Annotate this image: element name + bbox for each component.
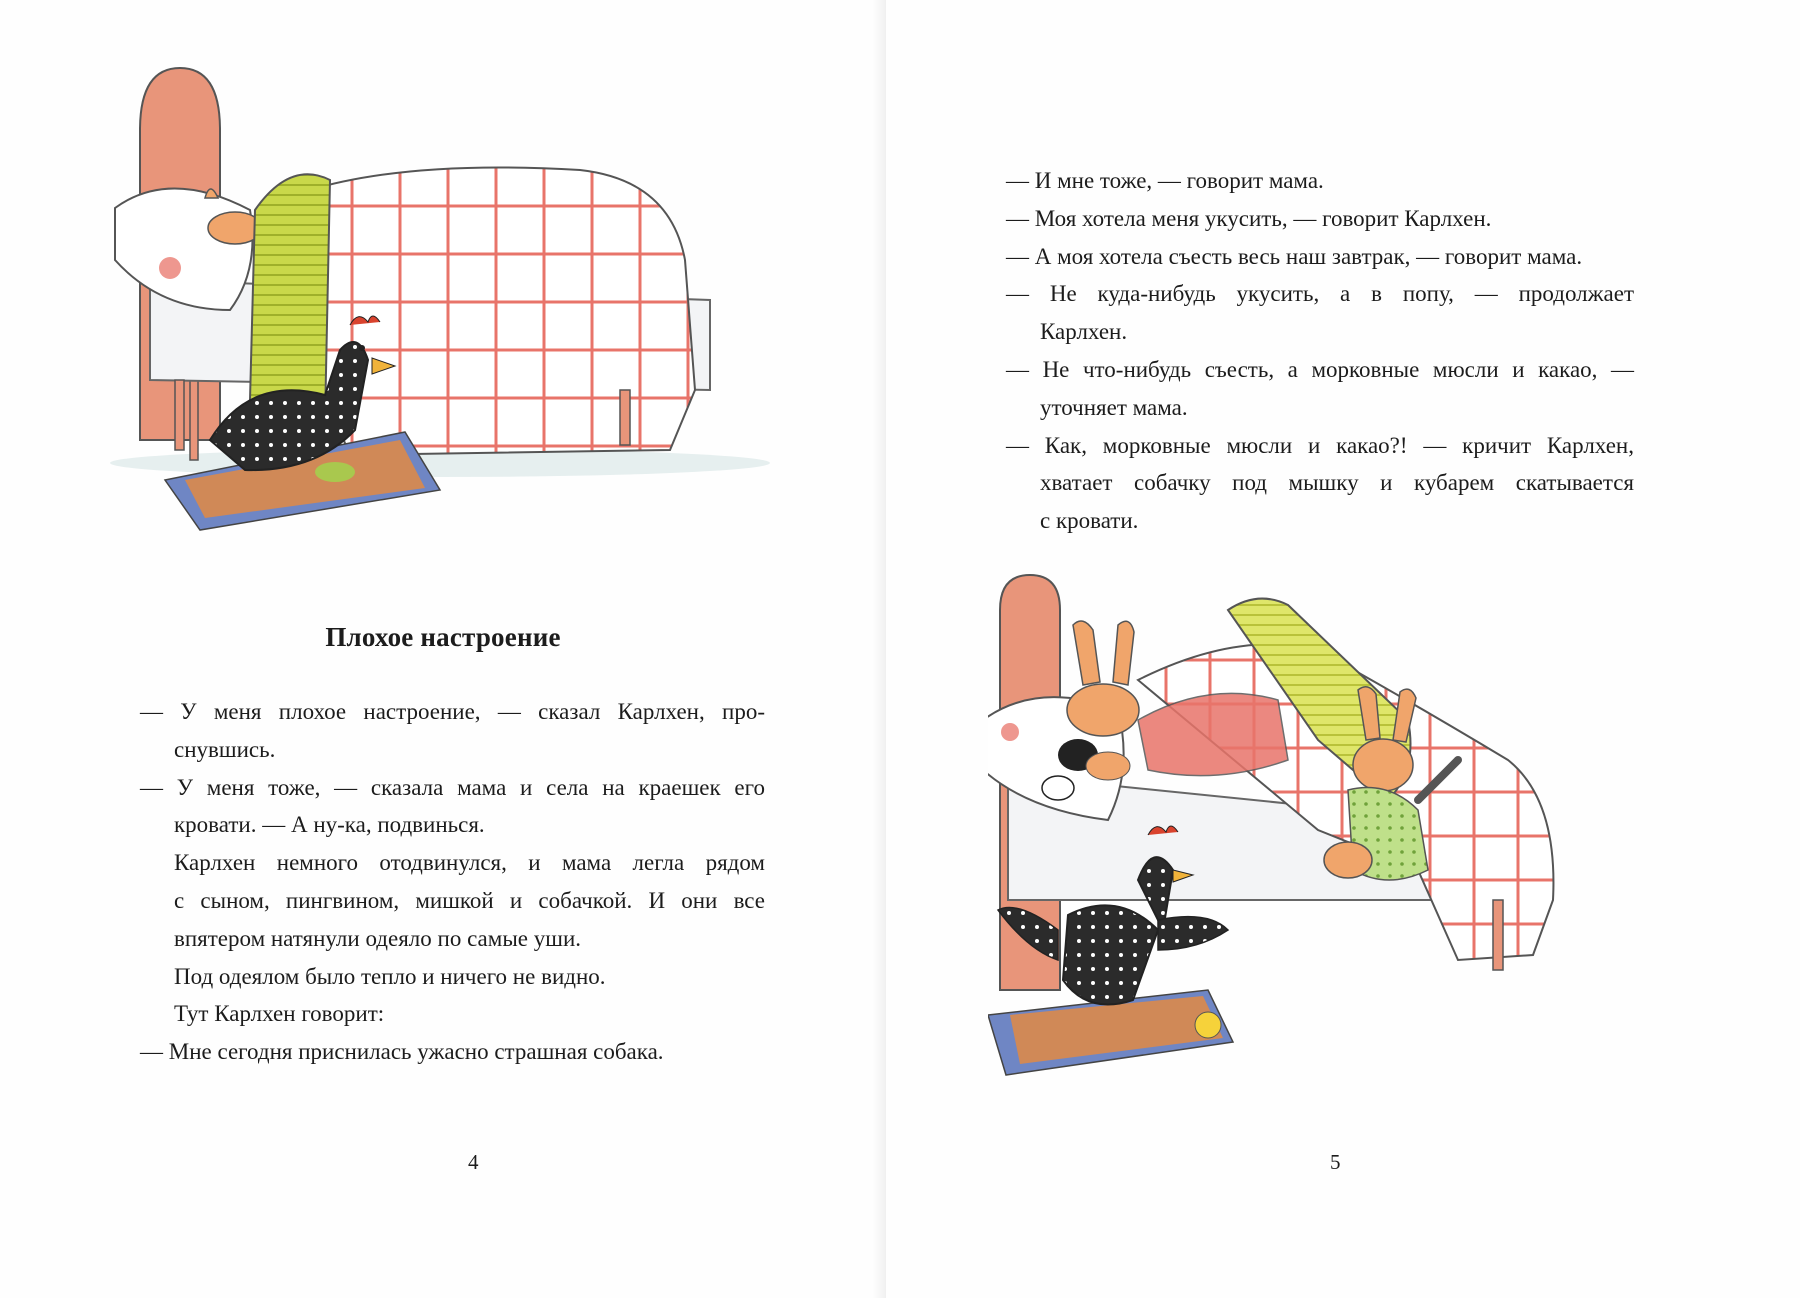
text-line: с кровати. bbox=[1040, 508, 1139, 534]
text-line: — Мне сегодня приснилась ужасно страшная собака. bbox=[140, 1039, 664, 1065]
text-line: впятером натянули одеяло по самые уши. bbox=[174, 925, 582, 951]
text-line: — У меня плохое настроение, — сказал Карлхен, про- bbox=[140, 699, 765, 724]
right-page-text bbox=[1006, 162, 1634, 540]
page-number: 5 bbox=[1330, 1150, 1341, 1174]
left-page-text bbox=[140, 693, 765, 1071]
text-line: уточняет мама. bbox=[1040, 394, 1188, 420]
text-line: хватает собачку под мышку и кубарем скатывается bbox=[1040, 470, 1634, 496]
chapter-title: Плохое настроение bbox=[325, 622, 561, 652]
family-in-bed-and-hen-illustration bbox=[988, 570, 1628, 1090]
text-line: Карлхен немного отодвинулся, и мама легла рядом bbox=[174, 850, 765, 876]
text-line: — Не что-нибудь съесть, а морковные мюсли и какао, — bbox=[1006, 356, 1634, 382]
text-line: Карлхен. bbox=[1040, 319, 1128, 345]
text-line: Под одеялом было тепло и ничего не видно. bbox=[174, 963, 606, 989]
text-line: — Как, морковные мюсли и какао?! — кричит Карлхен, bbox=[1006, 432, 1634, 458]
text-line: — И мне тоже, — говорит мама. bbox=[1006, 168, 1324, 193]
text-line: с сыном, пингвином, мишкой и собачкой. И они все bbox=[174, 887, 765, 913]
page-number: 4 bbox=[468, 1150, 479, 1174]
text-line: кровати. — А ну-ка, подвинься. bbox=[174, 812, 485, 838]
text-line: — А моя хотела съесть весь наш завтрак, — говорит мама. bbox=[1006, 243, 1583, 269]
text-line: снувшись. bbox=[174, 736, 276, 762]
right-page bbox=[886, 0, 1800, 1298]
bed-with-bunny-and-hen-illustration bbox=[110, 60, 810, 550]
text-line: — Моя хотела меня укусить, — говорит Карлхен. bbox=[1006, 205, 1492, 231]
text-line: Тут Карлхен говорит: bbox=[174, 1001, 385, 1027]
left-page bbox=[0, 0, 886, 1298]
text-line: — У меня тоже, — сказала мама и села на краешек его bbox=[140, 774, 765, 800]
text-line: — Не куда-нибудь укусить, а в попу, — продолжает bbox=[1006, 281, 1634, 307]
